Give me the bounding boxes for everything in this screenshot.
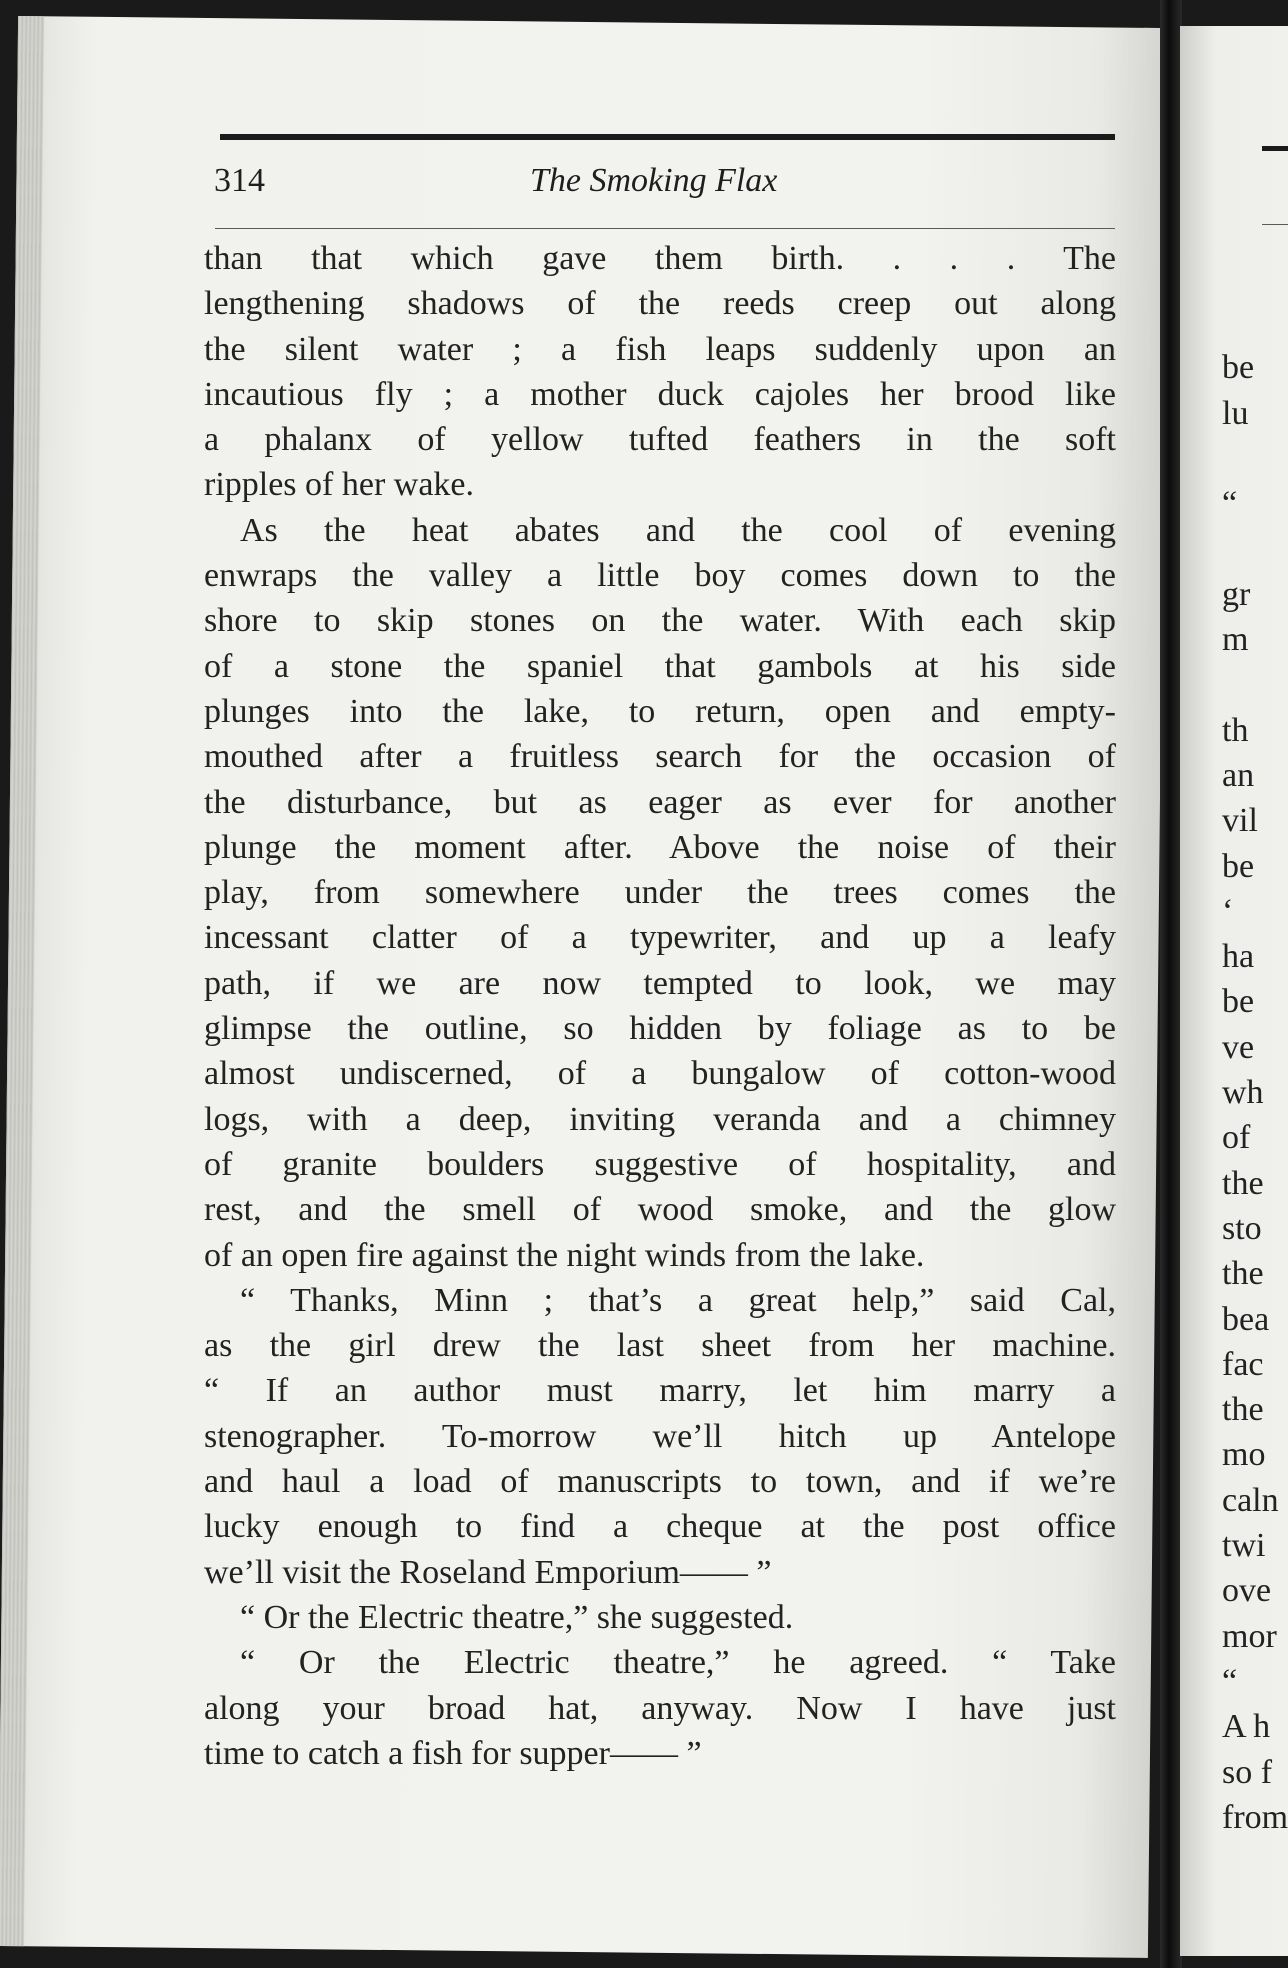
text-line: enwraps the valley a little boy comes down to the bbox=[204, 557, 1116, 595]
text-line: of granite boulders suggestive of hospitality, and bbox=[204, 1145, 1116, 1183]
text-line: than that which gave them birth. . . . The bbox=[204, 240, 1116, 277]
text-line: almost undiscerned, of a bungalow of cotton-wood bbox=[204, 1055, 1116, 1093]
text-line: of a stone the spaniel that gambols at his side bbox=[204, 647, 1116, 685]
text-line: “ Or the Electric theatre,” she suggested. bbox=[240, 1598, 794, 1636]
facing-page-text bbox=[1222, 300, 1288, 1840]
text-line: lucky enough to find a cheque at the post office bbox=[204, 1508, 1116, 1546]
facing-line-fragment bbox=[1222, 436, 1288, 481]
text-line: incautious fly ; a mother duck cajoles her brood like bbox=[204, 375, 1116, 413]
text-line: incessant clatter of a typewriter, and up a leafy bbox=[204, 919, 1116, 957]
facing-line-fragment: gr bbox=[1222, 575, 1251, 613]
facing-line-fragment: th bbox=[1222, 711, 1249, 749]
facing-line-fragment: ve bbox=[1222, 1028, 1255, 1066]
facing-line-fragment: be bbox=[1222, 847, 1255, 885]
text-line: a phalanx of yellow tufted feathers in the soft bbox=[204, 421, 1116, 459]
text-line: “ If an author must marry, let him marry a bbox=[204, 1372, 1116, 1410]
text-line: stenographer. To-morrow we’ll hitch up Antelope bbox=[204, 1417, 1116, 1455]
text-line: mouthed after a fruitless search for the occasion of bbox=[204, 738, 1116, 776]
text-line: of an open fire against the night winds from the lake. bbox=[204, 1236, 925, 1274]
facing-line-fragment: A h bbox=[1222, 1708, 1271, 1746]
head-rule bbox=[220, 134, 1115, 140]
facing-line-fragment: so f bbox=[1222, 1753, 1273, 1791]
facing-line-fragment: mor bbox=[1222, 1617, 1277, 1655]
facing-line-fragment bbox=[1222, 300, 1288, 345]
text-line: time to catch a fish for supper—— ” bbox=[204, 1734, 702, 1772]
facing-line-fragment: the bbox=[1222, 1164, 1264, 1202]
head-rule-thin bbox=[215, 228, 1115, 229]
book-gutter bbox=[1160, 0, 1182, 1968]
facing-line-fragment: m bbox=[1222, 621, 1249, 659]
facing-line-fragment: vil bbox=[1222, 802, 1258, 840]
text-line: As the heat abates and the cool of evening bbox=[240, 511, 1116, 549]
facing-line-fragment: twi bbox=[1222, 1527, 1266, 1565]
facing-line-fragment: mo bbox=[1222, 1436, 1266, 1474]
facing-line-fragment: sto bbox=[1222, 1209, 1262, 1247]
facing-line-fragment: the bbox=[1222, 1391, 1264, 1429]
facing-line-fragment: “ bbox=[1222, 1662, 1238, 1700]
facing-line-fragment: be bbox=[1222, 349, 1255, 387]
text-line: ripples of her wake. bbox=[204, 466, 475, 504]
text-line: path, if we are now tempted to look, we may bbox=[204, 964, 1116, 1002]
text-line: glimpse the outline, so hidden by foliage as to be bbox=[204, 1010, 1116, 1048]
text-line: the disturbance, but as eager as ever for another bbox=[204, 783, 1116, 821]
body-text bbox=[204, 236, 1116, 1776]
facing-line-fragment bbox=[1222, 526, 1288, 571]
facing-line-fragment: of bbox=[1222, 1119, 1251, 1157]
facing-line-fragment bbox=[1222, 662, 1288, 707]
facing-line-fragment: “ bbox=[1222, 485, 1238, 523]
facing-line-fragment: bea bbox=[1222, 1300, 1270, 1338]
text-line: and haul a load of manuscripts to town, and if we’re bbox=[204, 1463, 1116, 1501]
facing-line-fragment: an bbox=[1222, 756, 1255, 794]
text-line: plunge the moment after. Above the noise of their bbox=[204, 828, 1116, 866]
text-line: logs, with a deep, inviting veranda and a chimney bbox=[204, 1100, 1116, 1138]
text-line: the silent water ; a fish leaps suddenly upon an bbox=[204, 330, 1116, 368]
facing-line-fragment: be bbox=[1222, 983, 1255, 1021]
facing-head-rule bbox=[1262, 146, 1288, 151]
text-line: we’ll visit the Roseland Emporium—— ” bbox=[204, 1553, 772, 1591]
facing-line-fragment: ove bbox=[1222, 1572, 1272, 1610]
facing-line-fragment: the bbox=[1222, 1255, 1264, 1293]
facing-line-fragment: ‘ bbox=[1222, 892, 1234, 930]
text-line: “ Thanks, Minn ; that’s a great help,” said Cal, bbox=[240, 1281, 1116, 1319]
facing-line-fragment: lu bbox=[1222, 394, 1249, 432]
running-head: The Smoking Flax bbox=[530, 162, 778, 199]
facing-line-fragment: ha bbox=[1222, 938, 1255, 976]
text-line: rest, and the smell of wood smoke, and the glow bbox=[204, 1191, 1116, 1229]
facing-head-rule-thin bbox=[1262, 224, 1288, 225]
text-line: play, from somewhere under the trees comes the bbox=[204, 874, 1116, 912]
text-line: “ Or the Electric theatre,” he agreed. “ Take bbox=[240, 1644, 1116, 1682]
text-line: shore to skip stones on the water. With each skip bbox=[204, 602, 1116, 640]
text-line: plunges into the lake, to return, open and empty- bbox=[204, 692, 1116, 730]
facing-line-fragment: from bbox=[1222, 1798, 1288, 1836]
facing-line-fragment: wh bbox=[1222, 1074, 1264, 1112]
text-line: along your broad hat, anyway. Now I have just bbox=[204, 1689, 1116, 1727]
facing-line-fragment: fac bbox=[1222, 1345, 1264, 1383]
page-number: 314 bbox=[214, 162, 265, 199]
text-line: lengthening shadows of the reeds creep out along bbox=[204, 285, 1116, 323]
facing-line-fragment: caln bbox=[1222, 1481, 1279, 1519]
text-line: as the girl drew the last sheet from her machine. bbox=[204, 1327, 1116, 1365]
